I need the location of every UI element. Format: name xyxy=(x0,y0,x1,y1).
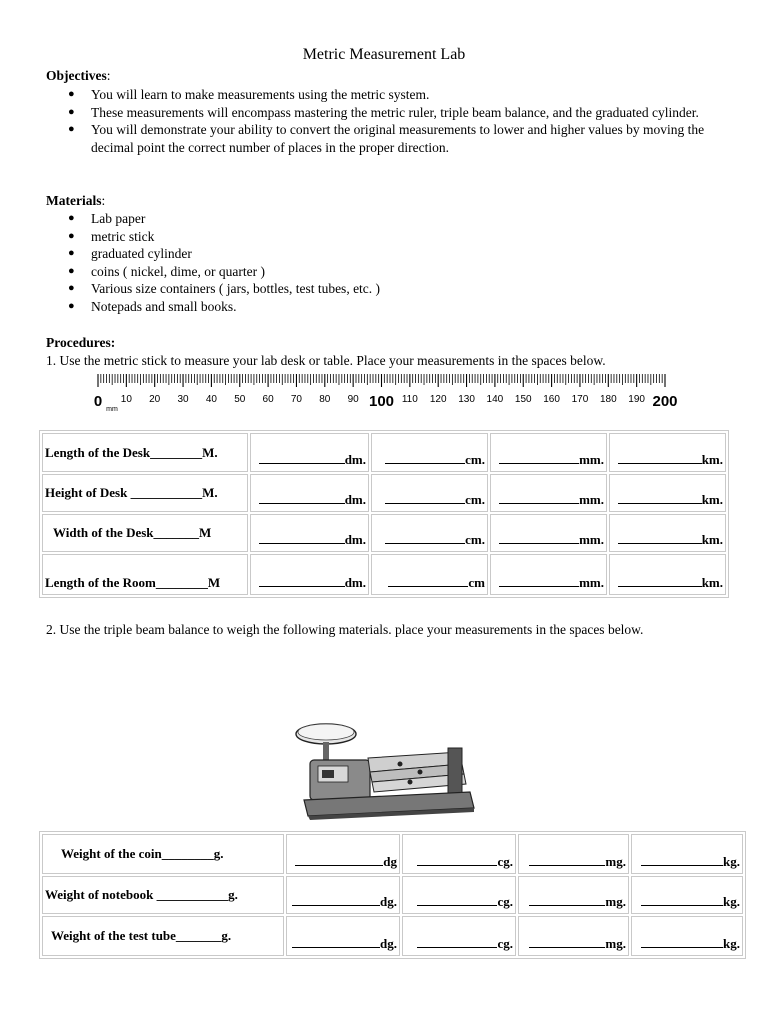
answer-cell[interactable]: mm. xyxy=(490,474,607,512)
ruler-label: 10 xyxy=(120,394,132,405)
ruler-label: 0 xyxy=(93,393,103,410)
row-label: Width of the Desk_______M xyxy=(42,514,248,552)
ruler-label: 180 xyxy=(599,394,617,405)
ruler-label: 40 xyxy=(205,394,217,405)
ruler-label: 170 xyxy=(571,394,589,405)
answer-cell[interactable]: cg. xyxy=(402,916,516,956)
ruler-label: 200 xyxy=(652,393,678,410)
answer-cell[interactable]: km. xyxy=(609,514,726,552)
row-label: Weight of the coin________g. xyxy=(42,834,284,874)
row-label: Height of Desk ___________M. xyxy=(42,474,248,512)
ruler-label: 120 xyxy=(429,394,447,405)
row-label: Weight of the test tube_______g. xyxy=(42,916,284,956)
answer-cell[interactable]: kg. xyxy=(631,834,743,874)
list-item: ● metric stick xyxy=(68,228,155,244)
objectives-heading: Objectives: xyxy=(46,68,111,83)
ruler-label: 30 xyxy=(177,394,189,405)
list-item: ● You will learn to make measurements using the metric system. xyxy=(68,87,430,102)
list-item: ● These measurements will encompass mastering the metric ruler, triple beam balance, and the graduated cylinder. xyxy=(68,104,699,120)
answer-cell[interactable]: dm. xyxy=(250,474,369,512)
table-row xyxy=(42,876,743,914)
ruler-label: 140 xyxy=(486,394,504,405)
answer-cell[interactable]: cm. xyxy=(371,474,488,512)
page-title: Metric Measurement Lab xyxy=(302,46,466,63)
answer-cell[interactable]: kg. xyxy=(631,876,743,914)
list-item: ● graduated cylinder xyxy=(68,246,192,261)
ruler-label: 60 xyxy=(262,394,274,405)
answer-cell[interactable]: dm. xyxy=(250,433,369,472)
materials-heading: Materials: xyxy=(46,193,106,208)
ruler-label: 70 xyxy=(290,394,303,405)
ruler-ticks xyxy=(98,374,665,387)
ruler-unit-label: mm xyxy=(106,406,118,413)
metric-ruler xyxy=(88,370,688,416)
table-row xyxy=(42,514,726,552)
desk-measurement-table xyxy=(39,430,729,598)
list-item: ● Lab paper xyxy=(68,211,146,226)
ruler-label: 50 xyxy=(234,394,246,405)
answer-cell[interactable]: dg. xyxy=(286,916,400,956)
answer-cell[interactable]: km. xyxy=(609,474,726,512)
ruler-labels xyxy=(94,393,678,413)
answer-cell[interactable]: dm. xyxy=(250,554,369,595)
answer-cell[interactable]: cm xyxy=(371,554,488,595)
table-row xyxy=(42,474,726,512)
ruler-label: 150 xyxy=(514,394,532,405)
answer-cell[interactable]: km. xyxy=(609,554,726,595)
table-row xyxy=(42,834,743,874)
ruler-label: 160 xyxy=(543,394,560,405)
answer-cell[interactable]: dg. xyxy=(286,876,400,914)
answer-cell[interactable]: mg. xyxy=(518,916,629,956)
answer-cell[interactable]: km. xyxy=(609,433,726,472)
list-item: ● Various size containers ( jars, bottles, test tubes, etc. ) xyxy=(68,281,381,296)
objectives-list xyxy=(64,86,724,156)
ruler-label: 100 xyxy=(368,393,395,410)
list-item: ● Notepads and small books. xyxy=(68,298,237,314)
answer-cell[interactable]: mm. xyxy=(490,514,607,552)
answer-cell[interactable]: mm. xyxy=(490,554,607,595)
row-label: Weight of notebook ___________g. xyxy=(42,876,284,914)
answer-cell[interactable]: dm. xyxy=(250,514,369,552)
answer-cell[interactable]: mm. xyxy=(490,433,607,472)
row-label: Length of the Desk________M. xyxy=(42,433,248,472)
table-row xyxy=(42,916,743,956)
ruler-label: 130 xyxy=(458,394,475,405)
ruler-label: 190 xyxy=(628,394,645,405)
row-label: Length of the Room________M xyxy=(42,554,248,595)
list-item: ● coins ( nickel, dime, or quarter ) xyxy=(68,263,265,279)
procedure-step-1: 1. Use the metric stick to measure your lab desk or table. Place your measurements in the spaces below. xyxy=(46,353,606,368)
objectives-heading-text: Objectives xyxy=(46,68,107,83)
procedure-step-2: 2. Use the triple beam balance to weigh the following materials. place your measurements in the spaces below. xyxy=(46,622,644,637)
ruler-label: 80 xyxy=(319,394,331,405)
answer-cell[interactable]: cg. xyxy=(402,834,516,874)
ruler-label: 90 xyxy=(347,394,359,405)
ruler-label: 110 xyxy=(401,394,418,405)
weight-measurement-table xyxy=(39,831,746,959)
answer-cell[interactable]: cm. xyxy=(371,433,488,472)
table-row xyxy=(42,433,726,472)
answer-cell[interactable]: mg. xyxy=(518,834,629,874)
procedures-heading: Procedures: xyxy=(46,335,116,350)
answer-cell[interactable]: dg xyxy=(286,834,400,874)
list-item: ● You will demonstrate your ability to convert the original measurements to lower and higher values by moving the decimal point the correct number of places in the proper direction. xyxy=(68,122,705,155)
answer-cell[interactable]: kg. xyxy=(631,916,743,956)
materials-heading-text: Materials xyxy=(46,193,102,208)
answer-cell[interactable]: cg. xyxy=(402,876,516,914)
triple-beam-balance-image xyxy=(290,712,480,824)
answer-cell[interactable]: cm. xyxy=(371,514,488,552)
answer-cell[interactable]: mg. xyxy=(518,876,629,914)
table-row xyxy=(42,554,726,595)
ruler-label: 20 xyxy=(149,394,161,405)
materials-list xyxy=(64,210,724,315)
